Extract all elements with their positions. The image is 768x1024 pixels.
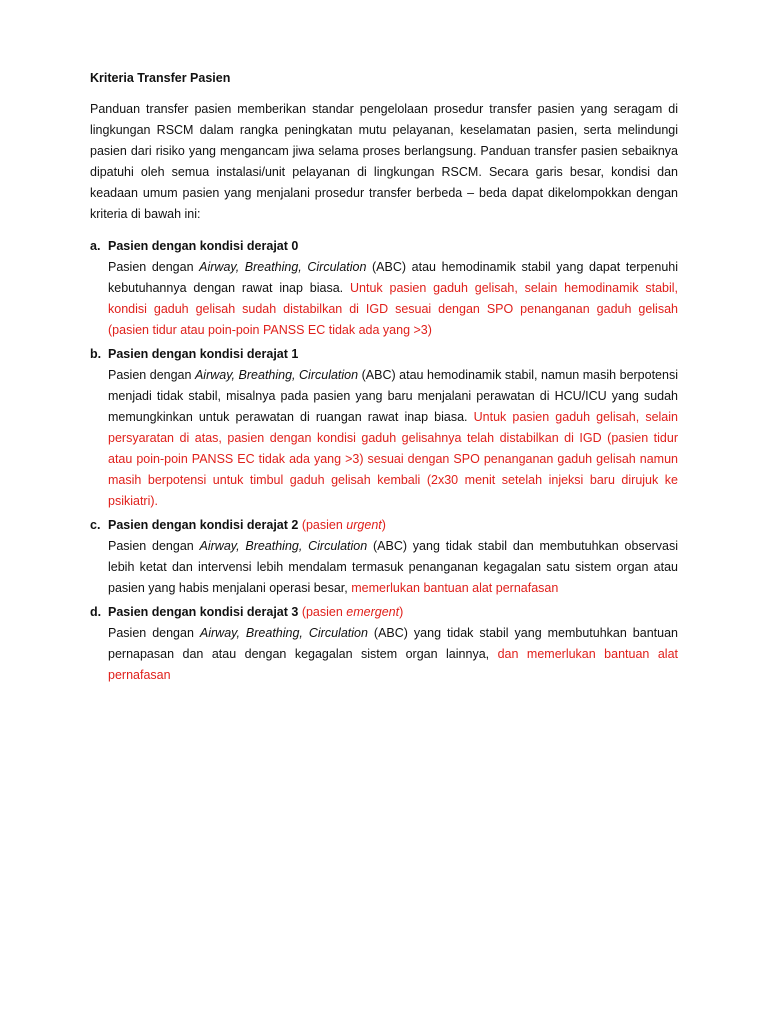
description-italic: Airway, Breathing, Circulation: [194, 368, 359, 382]
criteria-list: [90, 236, 678, 689]
criteria-description: [108, 365, 678, 512]
list-marker: c.: [90, 518, 101, 532]
criteria-description: [108, 536, 678, 599]
criteria-item-c: [90, 515, 678, 599]
description-italic: Airway, Breathing, Circulation: [199, 626, 368, 640]
red-annotation: Untuk pasien gaduh gelisah, selain hemodinamik stabil, kondisi gaduh gelisah sudah distabilkan di IGD sesuai dengan SPO penanganan gaduh gelisah (pasien tidur atau poin-poin PANSS EC tidak ada yang >3): [108, 281, 679, 337]
urgency-close: ): [399, 605, 404, 619]
red-annotation: dan memerlukan bantuan alat pernafasan: [108, 647, 678, 682]
urgency-open: (pasien: [298, 605, 347, 619]
criteria-heading-text: Pasien dengan kondisi derajat 2: [108, 518, 299, 532]
urgency-word: urgent: [346, 518, 382, 532]
criteria-heading-text: Pasien dengan kondisi derajat 3: [108, 605, 299, 619]
criteria-heading: [90, 602, 678, 623]
description-text: Pasien dengan: [108, 368, 195, 382]
criteria-item-b: [90, 344, 678, 512]
description-text: Pasien dengan: [108, 626, 200, 640]
description-text: (ABC) atau hemodinamik stabil, namun masih berpotensi menjadi tidak stabil, misalnya pada pasien yang baru menjalani perawatan di HCU/ICU yang sudah memungkinkan untuk perawatan di ruangan rawat inap biasa.: [108, 368, 678, 424]
criteria-heading: [90, 344, 678, 365]
description-text: (ABC) yang tidak stabil dan membutuhkan observasi lebih ketat dan intervensi lebih mendalam termasuk penanganan kegagalan satu sistem organ atau pasien yang habis menjalani operasi besar,: [108, 539, 678, 595]
urgency-tag: [298, 605, 403, 619]
document-title: Kriteria Transfer Pasien: [90, 71, 231, 85]
urgency-word: emergent: [346, 605, 400, 619]
intro-paragraph: Panduan transfer pasien memberikan standar pengelolaan prosedur transfer pasien yang seragam di lingkungan RSCM dalam rangka peningkatan mutu pelayanan, keselamatan pasien, serta melindungi pasien dari risiko yang mengancam jiwa selama proses berlangsung. Panduan transfer pasien sebaiknya dipatuhi oleh semua instalasi/unit pelayanan di lingkungan RSCM. Secara garis besar, kondisi dan keadaan umum pasien yang menjalani prosedur transfer berbeda – beda dapat dikelompokkan dengan kriteria di bawah ini:: [90, 102, 678, 221]
urgency-close: ): [381, 518, 386, 532]
criteria-heading-text: Pasien dengan kondisi derajat 0: [108, 239, 299, 253]
red-annotation: memerlukan bantuan alat pernafasan: [351, 581, 559, 595]
criteria-heading-text: Pasien dengan kondisi derajat 1: [108, 347, 299, 361]
criteria-heading: [90, 515, 678, 536]
criteria-item-a: [90, 236, 678, 341]
description-text: (ABC) yang tidak stabil yang membutuhkan bantuan pernapasan dan atau dengan kegagalan sistem organ lainnya,: [108, 626, 678, 661]
criteria-description: [108, 257, 678, 341]
description-text: Pasien dengan: [108, 539, 200, 553]
description-italic: Airway, Breathing, Circulation: [199, 260, 367, 274]
criteria-item-d: [90, 602, 678, 686]
description-text: Pasien dengan: [108, 260, 200, 274]
description-italic: Airway, Breathing, Circulation: [199, 539, 368, 553]
criteria-description: [108, 623, 678, 686]
urgency-open: (pasien: [298, 518, 347, 532]
list-marker: a.: [90, 239, 101, 253]
list-marker: b.: [90, 347, 102, 361]
list-marker: d.: [90, 605, 102, 619]
description-text: (ABC) atau hemodinamik stabil yang dapat terpenuhi kebutuhannya dengan rawat inap biasa.: [108, 260, 678, 295]
urgency-tag: [298, 518, 386, 532]
red-annotation: Untuk pasien gaduh gelisah, selain persyaratan di atas, pasien dengan kondisi gaduh gelisahnya telah distabilkan di IGD (pasien tidur atau poin-poin PANSS EC tidak ada yang >3) sesuai dengan SPO penanganan gaduh gelisah namun masih berpotensi untuk timbul gaduh gelisah kembali (2x30 menit setelah injeksi baru dirujuk ke psikiatri).: [108, 410, 678, 508]
criteria-heading: [90, 236, 678, 257]
